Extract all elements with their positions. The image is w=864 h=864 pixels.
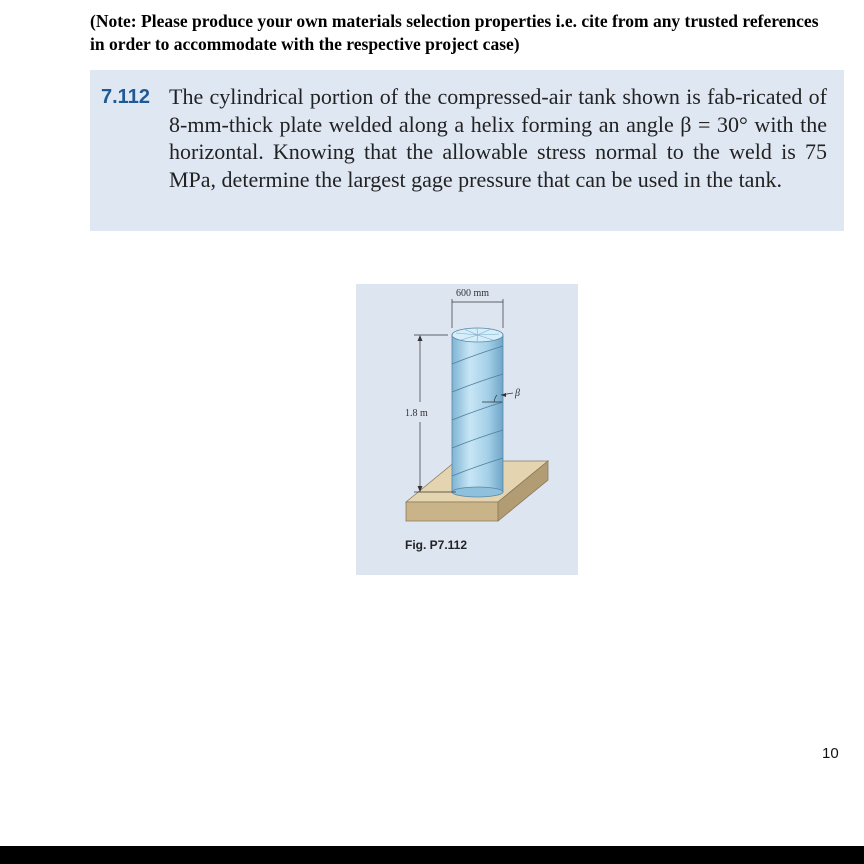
height-label: 1.8 m <box>405 408 428 419</box>
problem-statement: The cylindrical portion of the compressed-air tank shown is fab-ricated of 8-mm-thick plate welded along a helix forming an angle β = 30° with the horizontal. Knowing that the allowable stress normal to the weld is 75 MPa, determine the largest gage pressure that can be used in the tank. <box>169 84 827 192</box>
problem-box <box>90 70 844 231</box>
angle-label: β <box>515 388 520 399</box>
figure-caption: Fig. P7.112 <box>405 538 468 552</box>
tank-cylinder <box>452 328 503 497</box>
width-label: 600 mm <box>456 288 490 299</box>
note-text: (Note: Please produce your own materials selection properties i.e. cite from any trusted references in order to accommodate with the respective project case) <box>90 11 819 54</box>
problem-number: 7.112 <box>101 86 150 108</box>
width-dimension <box>452 299 503 328</box>
figure-panel <box>356 284 578 575</box>
bottom-bar <box>0 846 864 864</box>
page-number: 10 <box>822 745 839 762</box>
tank-illustration <box>356 284 578 575</box>
